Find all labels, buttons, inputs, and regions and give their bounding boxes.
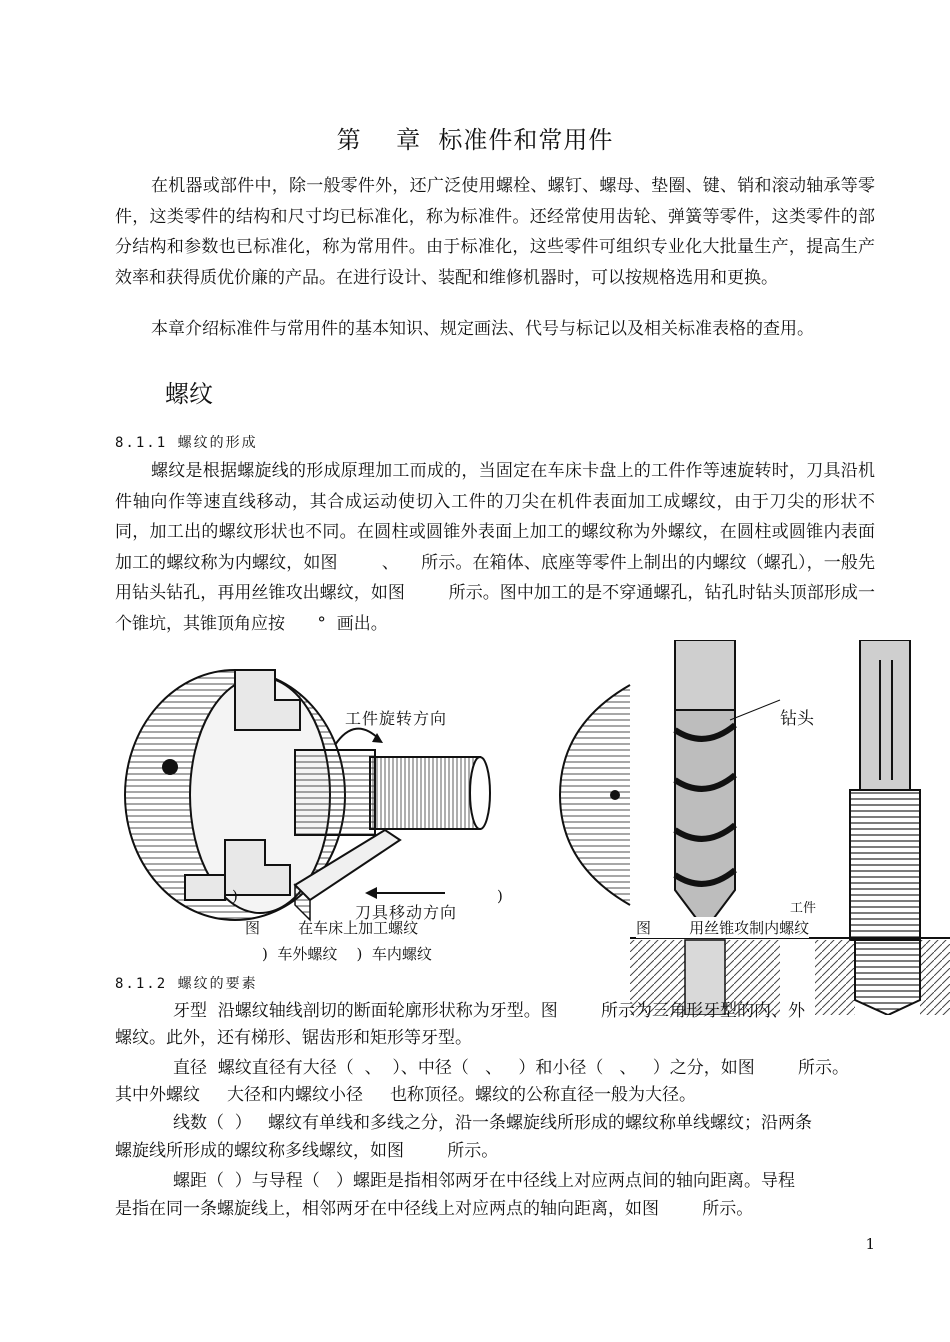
subsection-title-1: 8.1.1 螺纹的形成 (115, 435, 258, 451)
diameter-line-1: 直径 螺纹直径有大径（ 、 ）、中径（ 、 ）和小径（ 、 ）之分，如图 所示。 (173, 1058, 849, 1078)
workpiece-label: 工件 (790, 901, 817, 916)
lines-count-line-2: 螺旋线所形成的螺纹称多线螺纹，如图 所示。 (115, 1141, 499, 1161)
drill-tap-figure (630, 640, 950, 1015)
tool-direction-label: 刀具移动方向 (355, 903, 458, 922)
thread-profile-line-2: 螺纹。此外，还有梯形、锯齿形和矩形等牙型。 (115, 1028, 472, 1048)
fig1-paren-a: ) (232, 887, 238, 905)
page-number: 1 (865, 1235, 875, 1253)
lines-count-line-1: 线数（ ） 螺纹有单线和多线之分，沿一条螺旋线所形成的螺纹称单线螺纹；沿两条 (173, 1113, 813, 1133)
thread-profile-line-1: 牙型 沿螺纹轴线剖切的断面轮廓形状称为牙型。图 所示为三角形牙型的内、外 (173, 1001, 806, 1021)
chapter-title: 第 章 标准件和常用件 (336, 126, 614, 154)
subsection-title-2: 8.1.2 螺纹的要素 (115, 976, 258, 992)
pitch-lead-line-2: 是指在同一条螺旋线上，相邻两牙在中径线上对应两点的轴向距离，如图 所示。 (115, 1199, 754, 1219)
lathe-figure (115, 645, 635, 940)
fig1-subcaption: ) 车外螺纹 ) 车内螺纹 (262, 945, 432, 963)
fig2-caption: 图 用丝锥攻制内螺纹 (636, 919, 810, 937)
rotation-direction-label: 工件旋转方向 (345, 709, 448, 728)
section-title: 螺纹 (165, 380, 213, 408)
diameter-line-2: 其中外螺纹 大径和内螺纹小径 也称顶径。螺纹的公称直径一般为大径。 (115, 1085, 697, 1105)
threading-paragraph: 螺纹是根据螺旋线的形成原理加工而成的，当固定在车床卡盘上的工件作等速旋转时，刀具沿机件轴向作等速直线移动，其合成运动使切入工件的刀尖在机件表面加工成螺纹，由于刀尖的形状不同，加工出的螺纹形状也不同。在圆柱或圆锥外表面上加工的螺纹称为外螺纹，在圆柱或圆锥内表面加工的螺纹称为内螺纹，如图 、 所示。在箱体、底座等零件上制出的内螺纹（螺孔），一般先用钻头钻孔，再用丝锥攻出螺纹，如图 所示。图中加工的是不穿通螺孔，钻孔时钻头顶部形成一个锥坑，其锥顶角应按 ° 画出。 (115, 461, 875, 634)
pitch-lead-line-1: 螺距（ ）与导程（ ）螺距是指相邻两牙在中径线上对应两点间的轴向距离。导程 (173, 1171, 796, 1191)
fig1-paren-b: ) (497, 887, 503, 905)
intro-paragraph-2: 本章介绍标准件与常用件的基本知识、规定画法、代号与标记以及相关标准表格的查用。 (151, 319, 814, 339)
drill-label: 钻头 (780, 709, 814, 729)
fig1-caption: 图 在车床上加工螺纹 (245, 919, 419, 937)
intro-paragraph-1: 在机器或部件中，除一般零件外，还广泛使用螺栓、螺钉、螺母、垫圈、键、销和滚动轴承等零件，这类零件的结构和尺寸均已标准化，称为标准件。还经常使用齿轮、弹簧等零件，这类零件的部分结构和参数也已标准化，称为常用件。由于标准化，这些零件可组织专业化大批量生产，提高生产效率和获得质优价廉的产品。在进行设计、装配和维修机器时，可以按规格选用和更换。 (115, 176, 875, 288)
